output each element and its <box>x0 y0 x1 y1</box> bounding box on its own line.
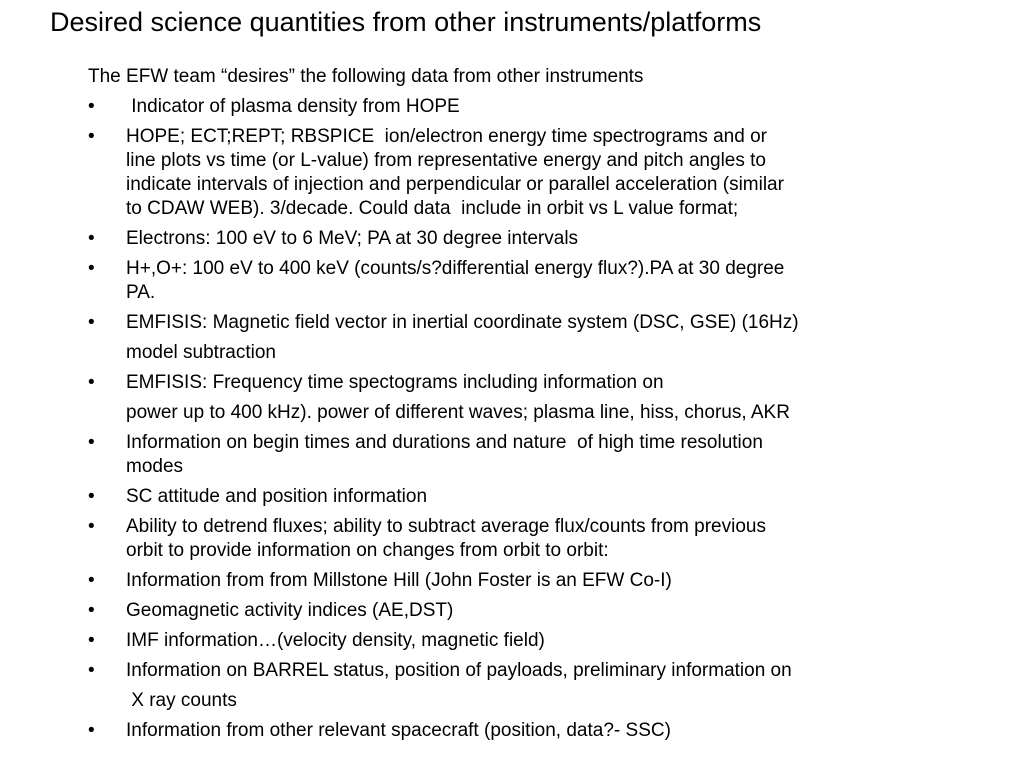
bullet-line: Ability to detrend fluxes; ability to subtract average flux/counts from previous <box>126 516 766 537</box>
bullet-line: HOPE; ECT;REPT; RBSPICE ion/electron energy time spectrograms and or <box>126 126 767 147</box>
bullet-item <box>88 311 1008 365</box>
bullet-marker: • <box>88 516 95 537</box>
bullet-item <box>88 371 1008 425</box>
bullet-item <box>88 95 1008 119</box>
bullet-marker: • <box>88 432 95 453</box>
bullet-marker: • <box>88 600 95 621</box>
intro-text: The EFW team “desires” the following data from other instruments <box>88 66 644 87</box>
bullet-line: indicate intervals of injection and perpendicular or parallel acceleration (similar <box>126 174 784 195</box>
bullet-marker: • <box>88 228 95 249</box>
bullet-marker: • <box>88 126 95 147</box>
bullet-item <box>88 599 1008 623</box>
bullet-line: Information on BARREL status, position of payloads, preliminary information on <box>126 660 792 681</box>
bullet-line: X ray counts <box>126 690 237 711</box>
bullet-list <box>88 95 1008 749</box>
bullet-line: SC attitude and position information <box>126 486 428 507</box>
bullet-item <box>88 125 1008 221</box>
bullet-line: to CDAW WEB). 3/decade. Could data include in orbit vs L value format; <box>126 198 739 219</box>
bullet-line: EMFISIS: Magnetic field vector in inertial coordinate system (DSC, GSE) (16Hz) <box>126 312 799 333</box>
bullet-marker: • <box>88 258 95 279</box>
bullet-line: power up to 400 kHz). power of different waves; plasma line, hiss, chorus, AKR <box>126 402 790 423</box>
bullet-line: Indicator of plasma density from HOPE <box>126 96 460 117</box>
bullet-item <box>88 431 1008 479</box>
bullet-line: model subtraction <box>126 342 276 363</box>
bullet-line: modes <box>126 456 184 477</box>
bullet-line: Electrons: 100 eV to 6 MeV; PA at 30 degree intervals <box>126 228 579 249</box>
bullet-marker: • <box>88 312 95 333</box>
bullet-line: PA. <box>126 282 156 303</box>
bullet-marker: • <box>88 570 95 591</box>
bullet-line: Geomagnetic activity indices (AE,DST) <box>126 600 454 621</box>
bullet-line: orbit to provide information on changes from orbit to orbit: <box>126 540 609 561</box>
slide-title: Desired science quantities from other instruments/platforms <box>50 7 762 37</box>
bullet-item <box>88 485 1008 509</box>
bullet-line: Information from from Millstone Hill (John Foster is an EFW Co-I) <box>126 570 672 591</box>
bullet-item <box>88 515 1008 563</box>
bullet-line: H+,O+: 100 eV to 400 keV (counts/s?differential energy flux?).PA at 30 degree <box>126 258 785 279</box>
bullet-item <box>88 569 1008 593</box>
bullet-item <box>88 659 1008 713</box>
bullet-marker: • <box>88 660 95 681</box>
bullet-item <box>88 719 1008 743</box>
bullet-line: EMFISIS: Frequency time spectograms including information on <box>126 372 664 393</box>
bullet-line: Information from other relevant spacecraft (position, data?- SSC) <box>126 720 671 741</box>
bullet-marker: • <box>88 96 95 117</box>
bullet-line: Information on begin times and durations and nature of high time resolution <box>126 432 763 453</box>
bullet-line: IMF information…(velocity density, magnetic field) <box>126 630 545 651</box>
bullet-marker: • <box>88 630 95 651</box>
bullet-marker: • <box>88 372 95 393</box>
bullet-line: line plots vs time (or L-value) from representative energy and pitch angles to <box>126 150 766 171</box>
bullet-marker: • <box>88 720 95 741</box>
bullet-marker: • <box>88 486 95 507</box>
bullet-item <box>88 227 1008 251</box>
bullet-item <box>88 257 1008 305</box>
bullet-item <box>88 629 1008 653</box>
